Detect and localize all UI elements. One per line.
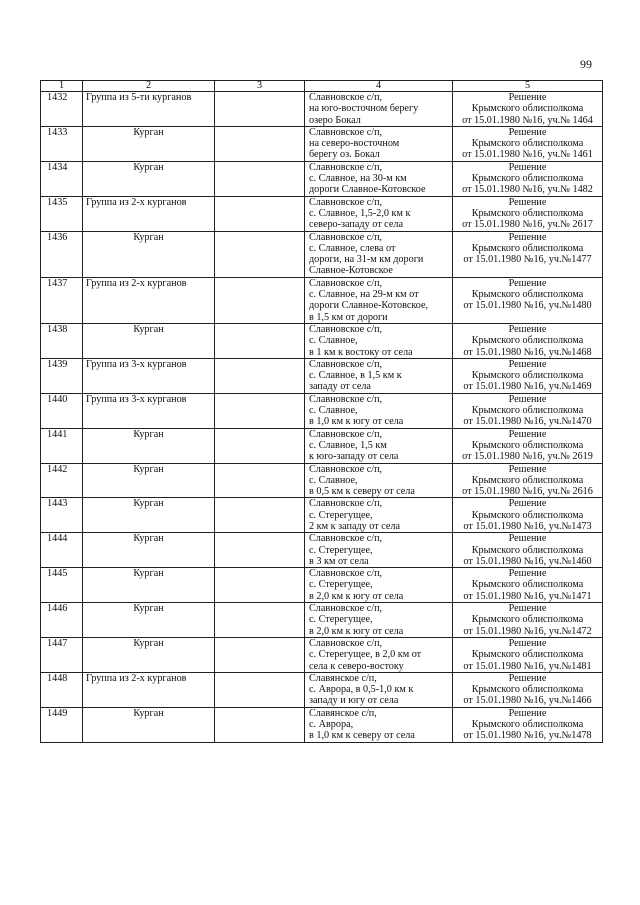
location-line: с. Славное, [309,405,358,417]
table-row [41,568,603,603]
document-line: Решение [508,126,547,138]
location-line: с. Аврора, в 0,5-1,0 км к [309,684,414,696]
cell-location [305,603,453,638]
location-line: дороги Славное-Котовское [309,184,426,196]
cell-document [453,428,603,463]
cell-empty [215,533,305,568]
location-line: с. Славное, [309,335,358,347]
table-row [41,707,603,742]
cell-empty [215,393,305,428]
document-line: Решение [508,463,547,475]
cell-document [453,463,603,498]
cell-name: Группа из 2-х курганов [83,277,215,323]
document-line: Крымского облисполкома [471,439,584,451]
document-line: от 15.01.1980 №16, уч.№1466 [463,695,592,707]
location-line: дороги, на 31-м км дороги [309,254,424,266]
location-line: с. Славное, на 29-м км от [309,289,419,301]
document-line: Решение [508,358,547,370]
cell-name: Группа из 5-ти курганов [83,92,215,127]
cell-location [305,358,453,393]
cell-number: 1434 [41,161,83,196]
document-line: от 15.01.1980 №16, уч.№ 1464 [462,114,593,126]
cell-number: 1438 [41,323,83,358]
location-line: с. Славное, 1,5-2,0 км к [309,207,411,219]
table-row [41,323,603,358]
document-line: Решение [508,231,547,243]
location-line: западу от села [309,381,371,393]
cell-document [453,358,603,393]
document-line: Решение [508,428,547,440]
cell-number: 1439 [41,358,83,393]
document-line: Крымского облисполкома [471,335,584,347]
table-row [41,277,603,323]
document-line: от 15.01.1980 №16, уч.№1469 [463,381,592,393]
cell-document [453,672,603,707]
document-line: Крымского облисполкома [471,173,584,185]
cell-empty [215,672,305,707]
location-line: в 1 км к востоку от села [309,346,413,358]
cell-number: 1445 [41,568,83,603]
page-number: 99 [580,57,592,71]
location-line: берегу оз. Бокал [309,149,380,161]
cell-location [305,428,453,463]
location-line: с. Стерегущее, в 2,0 км от [309,649,422,661]
document-line: от 15.01.1980 №16, уч.№ 1482 [462,184,593,196]
cell-document [453,393,603,428]
cell-location [305,126,453,161]
cell-document [453,126,603,161]
table-row [41,92,603,127]
cell-location [305,92,453,127]
cell-number: 1436 [41,231,83,277]
cell-location [305,277,453,323]
location-line: Славновское с/п, [309,126,383,138]
document-line: от 15.01.1980 №16, уч.№ 2617 [462,219,593,231]
document-line: Крымского облисполкома [471,649,584,661]
cell-empty [215,323,305,358]
location-line: Славновское с/п, [309,277,383,289]
document-line: Решение [508,637,547,649]
document-line: Крымского облисполкома [471,242,584,254]
document-line: Крымского облисполкома [471,719,584,731]
location-line: Славянское с/п, [309,672,377,684]
cell-location [305,161,453,196]
location-line: с. Стерегущее, [309,544,373,556]
cell-name: Курган [83,568,215,603]
document-line: от 15.01.1980 №16, уч.№1478 [463,730,592,742]
cell-name: Курган [83,323,215,358]
cell-document [453,498,603,533]
cell-empty [215,92,305,127]
cell-location [305,196,453,231]
cell-number: 1442 [41,463,83,498]
document-line: Решение [508,603,547,615]
cell-number: 1443 [41,498,83,533]
document-line: Решение [508,393,547,405]
location-line: Славновское с/п, [309,637,383,649]
document-line: Крымского облисполкома [471,405,584,417]
document-line: Крымского облисполкома [471,370,584,382]
document-line: Решение [508,323,547,335]
cell-empty [215,463,305,498]
column-header: 5 [453,81,603,92]
cell-document [453,92,603,127]
cell-number: 1433 [41,126,83,161]
cell-number: 1435 [41,196,83,231]
document-line: от 15.01.1980 №16, уч.№1473 [463,520,592,532]
document-line: Решение [508,196,547,208]
location-line: Славновское с/п, [309,428,383,440]
location-line: села к северо-востоку [309,660,404,672]
document-line: от 15.01.1980 №16, уч.№1477 [463,254,592,266]
location-line: с. Славное, в 1,5 км к [309,370,402,382]
document-line: Крымского облисполкома [471,103,584,115]
table-body [41,92,603,743]
cell-empty [215,603,305,638]
location-line: Славновское с/п, [309,393,383,405]
column-header: 3 [215,81,305,92]
cell-location [305,323,453,358]
cell-location [305,463,453,498]
cell-document [453,568,603,603]
location-line: Славновское с/п, [309,323,383,335]
location-line: к юго-западу от села [309,451,399,463]
location-line: с. Стерегущее, [309,579,373,591]
cell-document [453,231,603,277]
document-line: от 15.01.1980 №16, уч.№1481 [463,660,592,672]
header-row [41,81,603,92]
location-line: в 1,0 км к югу от села [309,416,404,428]
document-line: Крымского облисполкома [471,509,584,521]
location-line: с. Славное, на 30-м км [309,173,407,185]
cell-name: Курган [83,161,215,196]
table-row [41,231,603,277]
column-header: 4 [305,81,453,92]
cell-name: Группа из 2-х курганов [83,196,215,231]
document-line: Решение [508,672,547,684]
location-line: в 1,5 км от дороги [309,311,388,323]
cell-document [453,533,603,568]
table-row [41,161,603,196]
cell-empty [215,161,305,196]
cell-empty [215,231,305,277]
document-line: Решение [508,277,547,289]
document-line: Крымского облисполкома [471,544,584,556]
cell-document [453,637,603,672]
column-header: 1 [41,81,83,92]
location-line: в 2,0 км к югу от села [309,625,404,637]
table-row [41,196,603,231]
document-line: от 15.01.1980 №16, уч.№1468 [463,346,592,358]
location-line: с. Стерегущее, [309,614,373,626]
cell-name: Группа из 3-х курганов [83,358,215,393]
location-line: дороги Славное-Котовское, [309,300,429,312]
table-row [41,463,603,498]
document-line: Крымского облисполкома [471,289,584,301]
location-line: западу и югу от села [309,695,399,707]
document-line: Решение [508,498,547,510]
cell-number: 1448 [41,672,83,707]
table-row [41,428,603,463]
document-line: от 15.01.1980 №16, уч.№1470 [463,416,592,428]
cell-name: Группа из 2-х курганов [83,672,215,707]
cell-location [305,393,453,428]
document-line: от 15.01.1980 №16, уч.№1460 [463,555,592,567]
location-line: с. Стерегущее, [309,509,373,521]
cell-number: 1449 [41,707,83,742]
cell-name: Курган [83,126,215,161]
cell-location [305,231,453,277]
cell-location [305,568,453,603]
document-line: Решение [508,92,547,103]
cell-location [305,533,453,568]
cell-location [305,637,453,672]
cell-document [453,277,603,323]
table-row [41,533,603,568]
location-line: Славновское с/п, [309,92,383,103]
document-line: Крымского облисполкома [471,138,584,150]
document-line: от 15.01.1980 №16, уч.№1480 [463,300,592,312]
cell-name: Курган [83,533,215,568]
location-line: Славновское с/п, [309,161,383,173]
cell-name: Курган [83,707,215,742]
document-line: от 15.01.1980 №16, уч.№1472 [463,625,592,637]
cell-location [305,498,453,533]
cell-document [453,161,603,196]
cell-location [305,707,453,742]
table-row [41,498,603,533]
cell-empty [215,498,305,533]
cell-location [305,672,453,707]
cell-number: 1441 [41,428,83,463]
document-line: Решение [508,533,547,545]
document-line: Решение [508,161,547,173]
cell-document [453,323,603,358]
location-line: Славянское с/п, [309,707,377,719]
cell-number: 1444 [41,533,83,568]
column-header: 2 [83,81,215,92]
table-row [41,637,603,672]
location-line: в 0,5 км к северу от села [309,486,415,498]
cell-number: 1432 [41,92,83,127]
document-line: Крымского облисполкома [471,579,584,591]
location-line: в 1,0 км к северу от села [309,730,415,742]
table-row [41,358,603,393]
location-line: 2 км к западу от села [309,520,401,532]
cell-empty [215,707,305,742]
table-row [41,672,603,707]
document-line: от 15.01.1980 №16, уч.№ 2616 [462,486,593,498]
cell-name: Курган [83,463,215,498]
location-line: на юго-восточном берегу [309,103,419,115]
document-line: Крымского облисполкома [471,474,584,486]
document-line: от 15.01.1980 №16, уч.№ 1461 [462,149,593,161]
cell-document [453,196,603,231]
cell-name: Курган [83,231,215,277]
location-line: в 2,0 км к югу от села [309,590,404,602]
location-line: Славновское с/п, [309,463,383,475]
location-line: Славное-Котовское [309,265,393,277]
document-line: Крымского облисполкома [471,207,584,219]
cell-name: Группа из 3-х курганов [83,393,215,428]
location-line: Славновское с/п, [309,498,383,510]
table-row [41,126,603,161]
location-line: Славновское с/п, [309,568,383,580]
cell-empty [215,568,305,603]
cell-number: 1440 [41,393,83,428]
cell-empty [215,126,305,161]
document-line: от 15.01.1980 №16, уч.№1471 [463,590,592,602]
location-line: с. Славное, 1,5 км [309,439,387,451]
cell-empty [215,196,305,231]
location-line: на северо-восточном [309,138,400,150]
cell-name: Курган [83,637,215,672]
location-line: Славновское с/п, [309,603,383,615]
location-line: Славновское с/п, [309,231,383,243]
location-line: Славновское с/п, [309,358,383,370]
table-row [41,603,603,638]
cell-name: Курган [83,428,215,463]
cell-number: 1447 [41,637,83,672]
cell-document [453,603,603,638]
document-line: Крымского облисполкома [471,614,584,626]
location-line: с. Аврора, [309,719,354,731]
document-line: от 15.01.1980 №16, уч.№ 2619 [462,451,593,463]
location-line: с. Славное, [309,474,358,486]
location-line: с. Славное, слева от [309,242,396,254]
cell-empty [215,277,305,323]
location-line: северо-западу от села [309,219,403,231]
table-row [41,393,603,428]
document-line: Крымского облисполкома [471,684,584,696]
cell-number: 1446 [41,603,83,638]
document-line: Решение [508,568,547,580]
location-line: озеро Бокал [309,114,361,126]
document-line: Решение [508,707,547,719]
cell-empty [215,358,305,393]
cell-empty [215,637,305,672]
location-line: Славновское с/п, [309,196,383,208]
location-line: Славновское с/п, [309,533,383,545]
cell-number: 1437 [41,277,83,323]
cell-document [453,707,603,742]
location-line: в 3 км от села [309,555,369,567]
cell-empty [215,428,305,463]
registry-table [40,80,603,743]
cell-name: Курган [83,603,215,638]
cell-name: Курган [83,498,215,533]
